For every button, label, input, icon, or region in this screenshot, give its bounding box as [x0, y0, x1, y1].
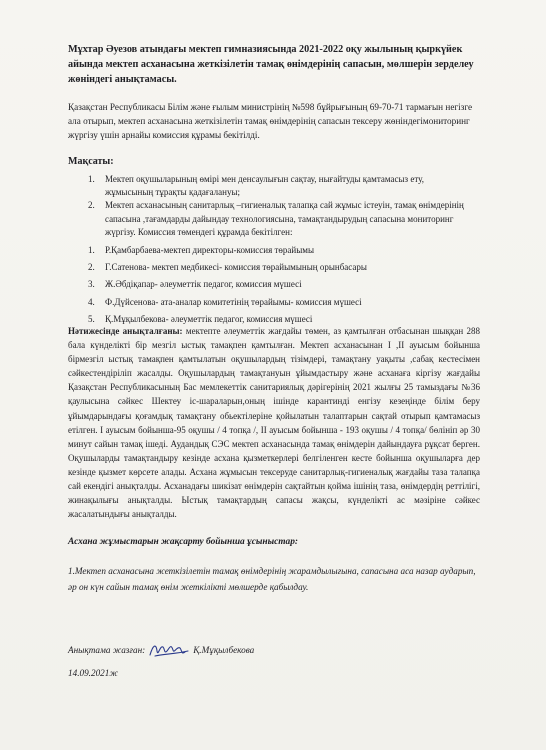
suggestions-heading: Асхана жұмыстарын жақсарту бойынша ұсыныстар: [68, 537, 299, 547]
document-date: 14.09.2021ж [68, 668, 118, 678]
goals-list [88, 173, 468, 326]
list-item: 5. Қ.Мұқылбекова- әлеуметтік педагог, комиссия мүшесі [88, 313, 313, 324]
intro-paragraph: Қазақстан Республикасы Білім және ғылым министрінің №598 бұйрығының 69-70-71 тармағын негізге ала отырып, мектеп асханасына жеткізілетін тамақ өнімдерінің сапасын тексеру жөніндегімониторинг жүргізу үшін арнайы комиссия құрамы бекітілді. [68, 102, 473, 141]
list-item: 2. Г.Сатенова- мектеп медбикесі- комиссия төрайымының орынбасары [88, 262, 367, 273]
list-item: 3. Ж.Әбдіқапар- әлеуметтік педагог, комиссия мүшесі [88, 279, 302, 290]
results-paragraph [68, 324, 480, 521]
list-item: 1. Р.Қамбарбаева-мектеп директоры-комиссия төрайымы [88, 245, 315, 256]
results-body: мектепте әлеуметтік жағдайы төмен, аз қамтылған отбасынан шыққан 288 бала күнделікті бір мезгіл ыстық тамақпен қамтылған. Мектеп асханасынан I ,II ауысым бойынша бірмезгіл ыстық тамақпен қамтылатын оқушылардың тізімдері, тамақтану уақыты ,сабақ кестесімен сәйкестендіріліп жасалды. Оқушылардың тамақтануын ұйымдастыру және асханаға кіргізу жағдайы Қазақстан Республикасының Бас мемлекеттік санитариялық дәрігерінің 2021 жылғы 25 тамыздағы №36 қаулысына сәйкес Шектеу іс-шараларын,оның ішінде карантинді енгізу кезеңінде білім беру ұйымдарындағы қоғамдық тамақтану обьектілеріне қойылатын талаптарын сақтай отырып қамтамасыз етілген. I ауысым бойынша-95 оқушы / 4 топқа /, II ауысым бойынша - 193 оқушы / 4 топқа/ бөлініп әр 30 минут сайын тамақ ішеді. Аудандық СЭС мектеп асханасында тамақ өнімдерін дайындауға рұқсат берген. Оқушыларды тамақтандыру кезінде асхана қызметкерлері белгіленген кесте бойынша оқушыларға дер кезінде қызмет көрсете алады. Асхана жұмысын тексеруде санитарлық-гигиеналық жағдайы таза талапқа сай екендігі анықталды. Асханадағы шикізат өнімдерін сақтайтын қойма ішінің таза, өнімдердің реттілігі, жинақылығы анықталды. Ыстық тамақтардың сапасы жақсы, күнделікті ас мәзіріне сәйкес жасалатындығы анықталды. [68, 326, 481, 520]
handwritten-signature-icon [147, 639, 191, 661]
document-title: Мұхтар Әуезов атындағы мектеп гимназиясында 2021-2022 оқу жылының қыркүйек айында мектеп асханасына жеткізілетін тамақ өнімдерінің сапасын, мөлшерін зерделеу жөніндегі анықтамасы. [68, 44, 474, 85]
goals-heading: Мақсаты: [68, 156, 114, 167]
signer-name: Қ.Мұқылбекова [193, 645, 255, 655]
signature-line [68, 639, 254, 661]
suggestion-item: 1.Мектеп асханасына жеткізілетін тамақ өнімдерінің жарамдылығына, сапасына аса назар аударып, әр он күн сайын тамақ өнім жеткілікті мөлшерде қабылдау. [68, 566, 476, 592]
list-item: 1. Мектеп оқушыларының өмірі мен денсаулығын сақтау, нығайтуды қамтамасыз ету, жұмысының тұрақты қадағалануы; [88, 174, 424, 198]
results-lead: Нәтижесінде анықталғаны: [68, 326, 183, 336]
signer-label: Анықтама жазған: [68, 645, 146, 655]
list-item: 4. Ф.Дүйсенова- ата-аналар комитетінің төрайымы- комиссия мүшесі [88, 296, 362, 307]
list-item: 2. Мектеп асханасының санитарлық –гигиеналық талапқа сай жұмыс істеуін, тамақ өнімдерінің сапасына ,тағамдарды дайындау технологиясына, тамақтандырудың сапасына мониторинг жүргізу. Комиссия төмендегі құрамда бекітілген: [88, 200, 464, 237]
